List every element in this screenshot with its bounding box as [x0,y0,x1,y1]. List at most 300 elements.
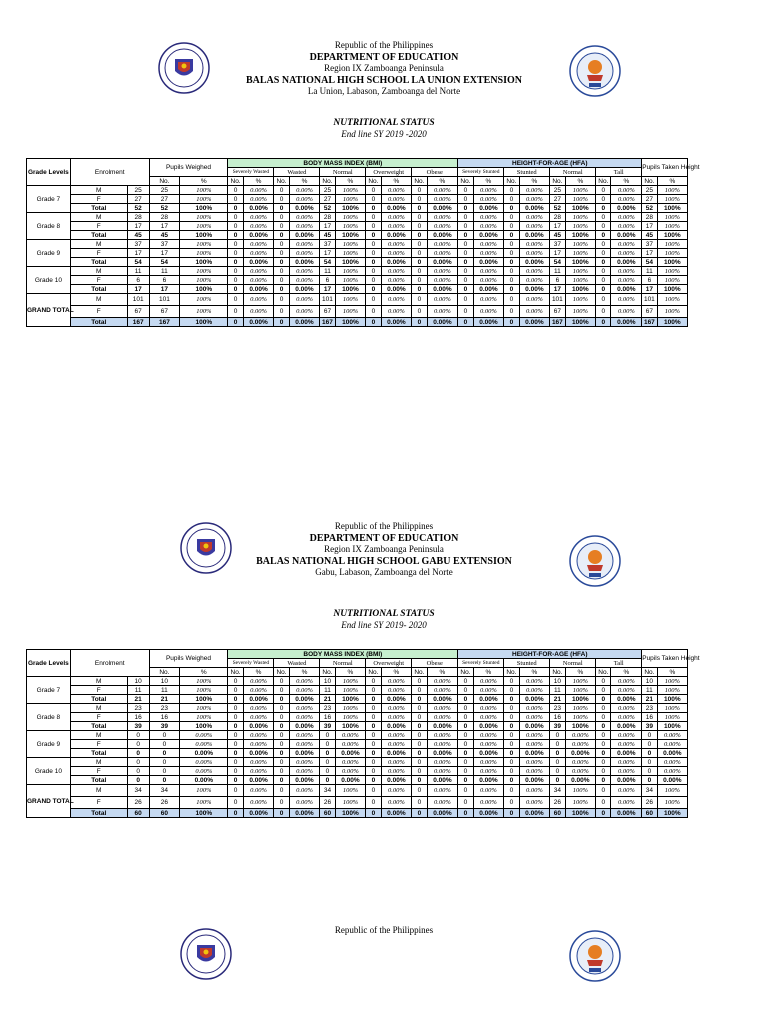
s-cell: 0 [504,294,519,306]
h-cell: 0 [642,749,657,758]
h-cell: 167 [642,318,657,327]
wp-cell: 0.00% [289,695,320,704]
t-cell: 0 [596,240,611,249]
np-cell: 100% [335,306,366,318]
t-cell: 0 [596,318,611,327]
owp-cell: 0.00% [381,704,412,713]
sp-cell: 0.00% [519,677,550,686]
hnp-cell: 100% [565,785,596,797]
ssp-cell: 0.00% [473,785,504,797]
w-cell: 0 [274,731,289,740]
ob-cell: 0 [412,809,427,818]
ss-cell: 0 [458,722,473,731]
sex-cell: M [70,267,127,276]
sp-cell: 0.00% [519,785,550,797]
bmi-category-header: Wasted [274,659,320,668]
enrolment-cell: 10 [127,677,149,686]
nutritional-status-table [26,158,752,327]
weighed-pct-cell: 100% [180,809,228,818]
school-seal-icon [569,45,621,97]
sw-cell: 0 [228,785,243,797]
hn-cell: 60 [550,809,565,818]
ssp-cell: 0.00% [473,809,504,818]
total-row [27,809,752,818]
weighed-no-cell: 167 [149,318,180,327]
wp-cell: 0.00% [289,276,320,285]
ss-cell: 0 [458,195,473,204]
n-cell: 16 [320,713,335,722]
owp-cell: 0.00% [381,285,412,294]
sw-cell: 0 [228,195,243,204]
swp-cell: 0.00% [243,186,274,195]
ow-cell: 0 [366,713,381,722]
grade-level-label: Grade 10 [27,758,71,785]
obp-cell: 0.00% [427,740,458,749]
table-row [27,306,752,318]
np-cell: 100% [335,785,366,797]
hn-cell: 26 [550,797,565,809]
owp-cell: 0.00% [381,713,412,722]
n-cell: 39 [320,722,335,731]
hnp-cell: 100% [565,195,596,204]
ob-cell: 0 [412,740,427,749]
weighed-no-cell: 0 [149,740,180,749]
hfa-category-header: Severely Stunted [458,659,504,668]
table-row [27,767,752,776]
sp-cell: 0.00% [519,740,550,749]
h-cell: 0 [642,767,657,776]
enrolment-cell: 34 [127,785,149,797]
tp-cell: 0.00% [611,267,642,276]
h-cell: 0 [642,731,657,740]
weighed-pct-cell: 0.00% [180,740,228,749]
sw-cell: 0 [228,677,243,686]
ob-cell: 0 [412,713,427,722]
n-cell: 167 [320,318,335,327]
h-cell: 23 [642,704,657,713]
grade-levels-header: Grade Levels [27,159,71,186]
weighed-no-cell: 0 [149,758,180,767]
sw-cell: 0 [228,213,243,222]
weighed-pct-cell: 100% [180,204,228,213]
sw-cell: 0 [228,776,243,785]
enrolment-header: Enrolment [70,650,149,677]
deped-seal-icon [180,522,232,574]
no-header: No. [458,668,473,677]
wp-cell: 0.00% [289,294,320,306]
hnp-cell: 0.00% [565,740,596,749]
t-cell: 0 [596,758,611,767]
weighed-pct-cell: 100% [180,713,228,722]
ob-cell: 0 [412,258,427,267]
enrolment-cell: 0 [127,758,149,767]
s-cell: 0 [504,285,519,294]
np-cell: 100% [335,695,366,704]
wp-cell: 0.00% [289,267,320,276]
ss-cell: 0 [458,294,473,306]
n-cell: 17 [320,285,335,294]
obp-cell: 0.00% [427,186,458,195]
swp-cell: 0.00% [243,797,274,809]
enrolment-cell: 67 [127,306,149,318]
enrolment-cell: 60 [127,809,149,818]
n-cell: 34 [320,785,335,797]
weighed-no-cell: 37 [149,240,180,249]
deped-seal-icon [158,42,210,94]
sex-cell: Total [70,204,127,213]
h-cell: 101 [642,294,657,306]
owp-cell: 0.00% [381,695,412,704]
pct-header: % [335,177,366,186]
ss-cell: 0 [458,776,473,785]
tp-cell: 0.00% [611,785,642,797]
ow-cell: 0 [366,722,381,731]
pupils-weighed-header: Pupils Weighed [149,650,228,668]
bmi-category-header: Obese [412,659,458,668]
pct-header: % [657,668,688,677]
sw-cell: 0 [228,231,243,240]
wp-cell: 0.00% [289,240,320,249]
hnp-cell: 100% [565,722,596,731]
t-cell: 0 [596,713,611,722]
hp-cell: 100% [657,222,688,231]
sex-cell: F [70,767,127,776]
report-3-header [0,925,768,937]
no-header: No. [412,668,427,677]
h-cell: 11 [642,686,657,695]
tp-cell: 0.00% [611,240,642,249]
np-cell: 0.00% [335,740,366,749]
pct-header: % [473,177,504,186]
sex-cell: Total [70,749,127,758]
sw-cell: 0 [228,186,243,195]
swp-cell: 0.00% [243,213,274,222]
hn-cell: 17 [550,285,565,294]
wp-cell: 0.00% [289,231,320,240]
weighed-no-cell: 0 [149,767,180,776]
wp-cell: 0.00% [289,204,320,213]
hp-cell: 100% [657,677,688,686]
sex-cell: M [70,758,127,767]
n-cell: 37 [320,240,335,249]
np-cell: 100% [335,722,366,731]
ow-cell: 0 [366,222,381,231]
hp-cell: 0.00% [657,767,688,776]
tp-cell: 0.00% [611,276,642,285]
sex-cell: Total [70,809,127,818]
hn-cell: 17 [550,249,565,258]
wp-cell: 0.00% [289,809,320,818]
swp-cell: 0.00% [243,306,274,318]
np-cell: 100% [335,797,366,809]
obp-cell: 0.00% [427,695,458,704]
sex-cell: F [70,306,127,318]
weighed-no-cell: 26 [149,797,180,809]
sp-cell: 0.00% [519,267,550,276]
ob-cell: 0 [412,704,427,713]
enrolment-cell: 45 [127,231,149,240]
hp-cell: 100% [657,797,688,809]
w-cell: 0 [274,258,289,267]
pct-header: % [381,177,412,186]
t-cell: 0 [596,749,611,758]
np-cell: 0.00% [335,731,366,740]
np-cell: 100% [335,285,366,294]
enrolment-cell: 101 [127,294,149,306]
enrolment-cell: 0 [127,776,149,785]
obp-cell: 0.00% [427,722,458,731]
hp-cell: 100% [657,258,688,267]
s-cell: 0 [504,204,519,213]
np-cell: 100% [335,318,366,327]
report-2-title [0,609,768,631]
pct-header: % [611,668,642,677]
t-cell: 0 [596,213,611,222]
wp-cell: 0.00% [289,249,320,258]
owp-cell: 0.00% [381,677,412,686]
np-cell: 100% [335,213,366,222]
w-cell: 0 [274,294,289,306]
ssp-cell: 0.00% [473,318,504,327]
n-cell: 25 [320,186,335,195]
hp-cell: 100% [657,186,688,195]
swp-cell: 0.00% [243,722,274,731]
hp-cell: 100% [657,695,688,704]
h-cell: 21 [642,695,657,704]
s-cell: 0 [504,740,519,749]
pct-header: % [611,177,642,186]
hfa-category-header: Tall [596,168,642,177]
table-row [27,797,752,809]
hnp-cell: 0.00% [565,767,596,776]
hn-cell: 17 [550,222,565,231]
tp-cell: 0.00% [611,294,642,306]
sex-cell: F [70,195,127,204]
sex-cell: M [70,240,127,249]
weighed-pct-cell: 100% [180,704,228,713]
pct-header: % [180,668,228,677]
grade-level-label: Grade 8 [27,213,71,240]
school-seal-icon [569,930,621,982]
republic-label: Republic of the Philippines [334,925,434,935]
np-cell: 100% [335,704,366,713]
republic-label: Republic of the Philippines [334,40,434,50]
owp-cell: 0.00% [381,267,412,276]
obp-cell: 0.00% [427,704,458,713]
sw-cell: 0 [228,740,243,749]
t-cell: 0 [596,776,611,785]
n-cell: 23 [320,704,335,713]
ob-cell: 0 [412,240,427,249]
weighed-no-cell: 17 [149,222,180,231]
ssp-cell: 0.00% [473,204,504,213]
nutritional-status-table [26,649,752,818]
hp-cell: 100% [657,686,688,695]
sex-cell: M [70,677,127,686]
weighed-no-cell: 17 [149,285,180,294]
owp-cell: 0.00% [381,776,412,785]
grade-level-label: Grade 7 [27,677,71,704]
hnp-cell: 100% [565,285,596,294]
hp-cell: 100% [657,240,688,249]
sw-cell: 0 [228,240,243,249]
w-cell: 0 [274,785,289,797]
sex-cell: Total [70,695,127,704]
t-cell: 0 [596,695,611,704]
weighed-no-cell: 0 [149,731,180,740]
ob-cell: 0 [412,294,427,306]
sp-cell: 0.00% [519,294,550,306]
swp-cell: 0.00% [243,258,274,267]
hp-cell: 0.00% [657,776,688,785]
s-cell: 0 [504,318,519,327]
hnp-cell: 100% [565,713,596,722]
sp-cell: 0.00% [519,186,550,195]
ssp-cell: 0.00% [473,767,504,776]
hn-cell: 167 [550,318,565,327]
report-1-title [0,118,768,140]
ss-cell: 0 [458,213,473,222]
no-header: No. [274,177,289,186]
tp-cell: 0.00% [611,686,642,695]
hfa-category-header: Normal [550,168,596,177]
grade-level-label: Grade 9 [27,240,71,267]
no-header: No. [596,668,611,677]
h-cell: 27 [642,195,657,204]
ssp-cell: 0.00% [473,231,504,240]
weighed-no-cell: 45 [149,231,180,240]
w-cell: 0 [274,686,289,695]
sex-cell: M [70,294,127,306]
tp-cell: 0.00% [611,695,642,704]
weighed-no-cell: 52 [149,204,180,213]
report-1-header [0,40,768,98]
enrolment-cell: 23 [127,704,149,713]
weighed-no-cell: 16 [149,713,180,722]
total-row [27,695,752,704]
sw-cell: 0 [228,285,243,294]
table-row [27,758,752,767]
hp-cell: 0.00% [657,731,688,740]
report-subtitle: End line SY 2019 -2020 [341,129,427,139]
school-name: BALAS NATIONAL HIGH SCHOOL GABU EXTENSION [256,555,512,567]
enrolment-cell: 17 [127,285,149,294]
sw-cell: 0 [228,222,243,231]
w-cell: 0 [274,776,289,785]
report-subtitle: End line SY 2019- 2020 [341,620,427,630]
hfa-category-header: Stunted [504,168,550,177]
swp-cell: 0.00% [243,731,274,740]
obp-cell: 0.00% [427,713,458,722]
table-row [27,213,752,222]
weighed-no-cell: 23 [149,704,180,713]
total-row [27,204,752,213]
hn-cell: 101 [550,294,565,306]
n-cell: 6 [320,276,335,285]
s-cell: 0 [504,809,519,818]
n-cell: 28 [320,213,335,222]
weighed-pct-cell: 0.00% [180,767,228,776]
bmi-category-header: Normal [320,168,366,177]
sw-cell: 0 [228,713,243,722]
wp-cell: 0.00% [289,213,320,222]
no-header: No. [550,668,565,677]
hnp-cell: 100% [565,267,596,276]
w-cell: 0 [274,213,289,222]
hnp-cell: 0.00% [565,776,596,785]
hp-cell: 100% [657,318,688,327]
ob-cell: 0 [412,204,427,213]
enrolment-cell: 17 [127,222,149,231]
sex-cell: Total [70,285,127,294]
sw-cell: 0 [228,267,243,276]
no-header: No. [550,177,565,186]
enrolment-cell: 28 [127,213,149,222]
ss-cell: 0 [458,809,473,818]
swp-cell: 0.00% [243,276,274,285]
hnp-cell: 100% [565,306,596,318]
weighed-no-cell: 39 [149,722,180,731]
ob-cell: 0 [412,318,427,327]
ow-cell: 0 [366,767,381,776]
enrolment-cell: 0 [127,740,149,749]
weighed-pct-cell: 100% [180,285,228,294]
hp-cell: 100% [657,809,688,818]
bmi-category-header: Obese [412,168,458,177]
pct-header: % [289,668,320,677]
grade-level-label: Grade 9 [27,731,71,758]
swp-cell: 0.00% [243,231,274,240]
header-row [27,159,752,168]
weighed-no-cell: 28 [149,213,180,222]
weighed-pct-cell: 100% [180,306,228,318]
wp-cell: 0.00% [289,713,320,722]
n-cell: 11 [320,686,335,695]
w-cell: 0 [274,704,289,713]
h-cell: 0 [642,740,657,749]
ss-cell: 0 [458,240,473,249]
obp-cell: 0.00% [427,677,458,686]
table-row [27,731,752,740]
owp-cell: 0.00% [381,722,412,731]
n-cell: 0 [320,767,335,776]
w-cell: 0 [274,267,289,276]
swp-cell: 0.00% [243,740,274,749]
enrolment-cell: 17 [127,249,149,258]
n-cell: 60 [320,809,335,818]
ow-cell: 0 [366,267,381,276]
hp-cell: 0.00% [657,749,688,758]
hp-cell: 100% [657,722,688,731]
np-cell: 100% [335,686,366,695]
owp-cell: 0.00% [381,749,412,758]
hn-cell: 0 [550,731,565,740]
t-cell: 0 [596,195,611,204]
hnp-cell: 100% [565,318,596,327]
sw-cell: 0 [228,258,243,267]
hp-cell: 0.00% [657,740,688,749]
t-cell: 0 [596,686,611,695]
no-header: No. [458,177,473,186]
tp-cell: 0.00% [611,797,642,809]
ob-cell: 0 [412,213,427,222]
ss-cell: 0 [458,797,473,809]
obp-cell: 0.00% [427,276,458,285]
ssp-cell: 0.00% [473,240,504,249]
pct-header: % [180,177,228,186]
enrolment-cell: 27 [127,195,149,204]
s-cell: 0 [504,306,519,318]
